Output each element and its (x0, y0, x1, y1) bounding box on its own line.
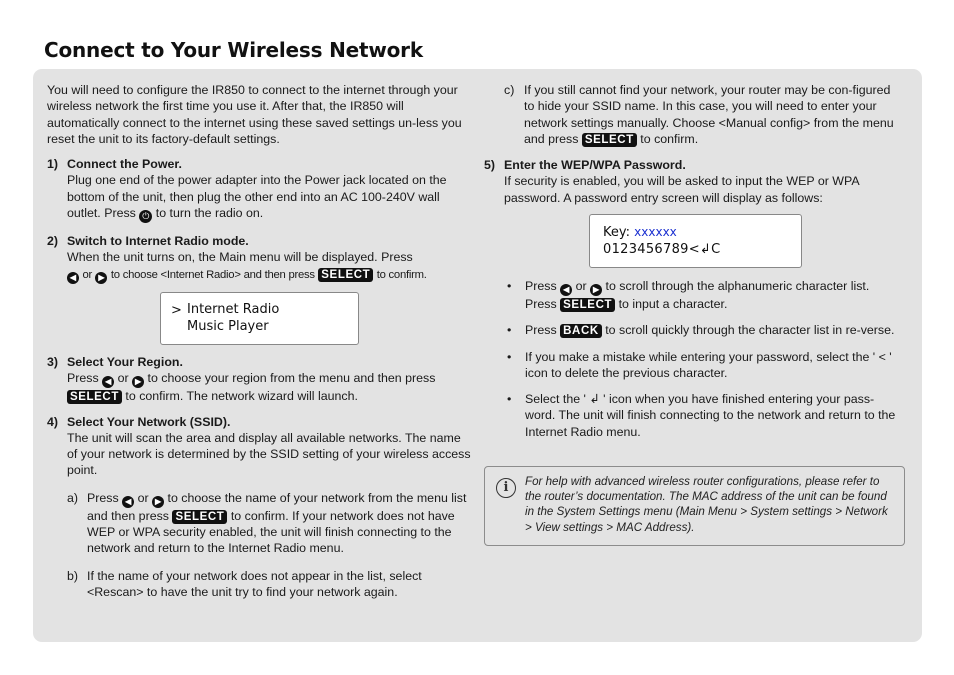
or-text: or (82, 268, 92, 281)
step-text: to choose <Internet Radio> and then press (110, 268, 315, 281)
page-title: Connect to Your Wireless Network (44, 38, 423, 62)
step-title: Switch to Internet Radio mode. (67, 234, 249, 249)
right-column (484, 82, 904, 206)
back-button-icon: BACK (560, 324, 602, 338)
step-title: Select Your Network (SSID). (67, 414, 231, 429)
step-text: When the unit turns on, the Main menu will be displayed. Press (67, 250, 413, 265)
sub-letter: c) (504, 83, 515, 97)
left-arrow-icon: ◀ (560, 284, 572, 296)
step-number: 2) (47, 234, 59, 249)
step-5 (484, 157, 904, 206)
sub-text: If you still cannot find your network, your router may be con-figured to hide your SSID name. In this case, you will need to enter your network settings manually. Choose <Manual config> from the menu and press (524, 83, 894, 146)
step-number: 3) (47, 355, 59, 369)
step-number: 5) (484, 158, 496, 173)
password-entry-screen (589, 214, 802, 268)
step-text: to choose your region from the menu and then press (147, 371, 436, 386)
intro-paragraph: You will need to configure the IR850 to connect to the internet through your wireless network the first time you use it. After that, the IR850 will automatically connect to the internet using these saved settings un-less you reset the unit to its factory-default settings. (47, 83, 462, 146)
step-number: 1) (47, 157, 59, 172)
bullet-text: to input a character. (618, 297, 728, 311)
selection-chevron-icon: > (171, 303, 182, 318)
bullet-dot: • (507, 323, 512, 338)
step-title: Connect the Power. (67, 157, 182, 172)
step-title: Enter the WEP/WPA Password. (504, 158, 686, 173)
step-text: The unit will scan the area and display all available networks. The name of your network is determined by the SSID setting of your wireless access point. (67, 430, 471, 478)
step-text: Press (67, 371, 99, 386)
step-4a (67, 490, 472, 557)
bullet-text: Press (525, 323, 557, 338)
or-text: or (137, 490, 149, 505)
or-text: or (117, 371, 129, 386)
info-icon: i (496, 478, 516, 498)
left-column-lower (47, 354, 472, 600)
select-button-icon: SELECT (67, 390, 122, 404)
bullet-dot: • (507, 349, 512, 364)
menu-item-internet-radio: Internet Radio (187, 302, 280, 317)
right-arrow-icon: ▶ (132, 376, 144, 388)
bullet-item (504, 391, 904, 440)
step-number: 4) (47, 414, 59, 429)
right-arrow-icon: ▶ (95, 272, 107, 284)
bullet-text: Select the ' ↲ ' icon when you have finished entering your pass-word. The unit will finish connecting to the network and return to the Internet Radio menu. (525, 392, 896, 439)
step-text: to turn the radio on. (155, 206, 264, 221)
step-text: to confirm. (376, 268, 427, 281)
bullet-text: Press (525, 279, 557, 293)
step-3 (47, 354, 472, 405)
step-4 (47, 414, 472, 601)
sub-letter: a) (67, 490, 79, 505)
bullet-item (504, 322, 904, 338)
step-4c (504, 82, 904, 147)
sub-text: to confirm. (640, 131, 699, 146)
bullet-dot: • (507, 279, 512, 293)
bullet-item (504, 349, 904, 382)
character-list: 0123456789<↲C (603, 242, 721, 257)
left-arrow-icon: ◀ (67, 272, 79, 284)
sub-text: Press (87, 490, 119, 505)
menu-item-music-player: Music Player (187, 319, 269, 334)
step-2 (47, 233, 472, 284)
step-4b (67, 568, 472, 601)
step-text: to confirm. The network wizard will launch. (125, 389, 358, 404)
sub-letter: b) (67, 568, 79, 583)
or-text: or (575, 279, 587, 293)
bullet-text: to scroll quickly through the character list in re-verse. (605, 323, 895, 338)
key-label: Key: (603, 225, 631, 240)
step-title: Select Your Region. (67, 355, 183, 369)
help-note (484, 466, 905, 546)
step-text: If security is enabled, you will be asked to input the WEP or WPA password. A password entry screen will display as follows: (504, 174, 859, 205)
key-value: xxxxxx (634, 225, 677, 239)
right-arrow-icon: ▶ (152, 496, 164, 508)
power-icon: ⏻ (139, 210, 152, 223)
sub-text: to confirm. If your network does not have WEP or WPA security enabled, the unit will finish connecting to the network and return to the Internet Radio menu. (87, 508, 455, 556)
step-1 (47, 156, 472, 223)
bullet-text: to scroll through the alphanumeric character list. Press (525, 279, 870, 311)
bullet-text: If you make a mistake while entering your password, select the ' < ' icon to delete the previous character. (525, 349, 892, 380)
select-button-icon: SELECT (318, 268, 373, 282)
left-arrow-icon: ◀ (122, 496, 134, 508)
step-text: Plug one end of the power adapter into the Power jack located on the bottom of the unit, then plug the other end into an AC 100-240V wall outlet. Press (67, 173, 447, 221)
select-button-icon: SELECT (560, 298, 615, 312)
left-column (47, 82, 472, 284)
bullet-dot: • (507, 392, 512, 407)
select-button-icon: SELECT (582, 133, 637, 147)
sub-text: to choose the name of your network from the menu list and then press (87, 490, 467, 523)
sub-text: If the name of your network does not appear in the list, select <Rescan> to have the unit try to find your network again. (87, 568, 422, 599)
right-arrow-icon: ▶ (590, 284, 602, 296)
bullet-item (504, 278, 904, 312)
select-button-icon: SELECT (172, 510, 227, 524)
help-note-text: For help with advanced wireless router configurations, please refer to the router’s documentation. The MAC address of the unit can be found in the System Settings menu (Main Menu > System settings > Network > View settings > MAC Address). (525, 475, 888, 534)
bullet-list (504, 278, 904, 440)
key-row (603, 224, 677, 241)
left-arrow-icon: ◀ (102, 376, 114, 388)
main-menu-screen (160, 292, 359, 345)
